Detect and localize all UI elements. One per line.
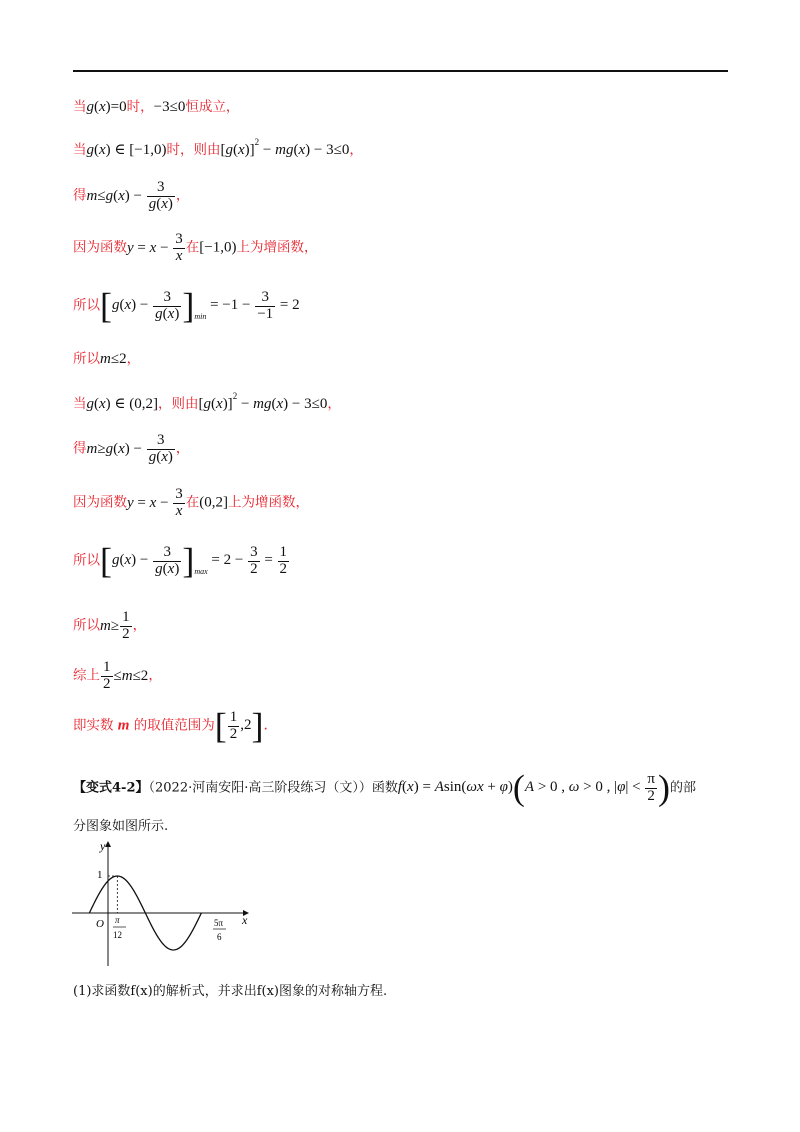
t: ，: [126, 351, 141, 367]
t: 得: [73, 440, 87, 457]
problem-line-1: [73, 770, 696, 806]
t: ，: [158, 396, 172, 412]
t: 所以: [73, 351, 100, 367]
math: m: [117, 717, 130, 734]
problem-source: （2022·河南安阳·高三阶段练习（文））: [148, 780, 372, 796]
t: ，: [349, 142, 363, 158]
math: y = x − $\frac{3}{x}$: [127, 231, 183, 264]
line-5: [73, 288, 300, 324]
t: ，: [140, 99, 154, 115]
t: 得: [73, 187, 87, 204]
function-graph: [70, 838, 260, 970]
x-label: x: [242, 913, 248, 927]
t: ，: [225, 99, 240, 115]
line-6: [73, 352, 140, 367]
line-13: [73, 708, 268, 744]
line-2: [73, 138, 363, 158]
line-8: [73, 433, 189, 466]
question-1: (1)求函数f(x)的解析式，并求出f(x)图象的对称轴方程.: [73, 984, 388, 999]
math: y = x − $\frac{3}{x}$: [127, 486, 183, 519]
t: ，: [327, 396, 341, 412]
math: m≥ $\frac{1}{2}$: [100, 609, 130, 642]
t: 因为函数: [73, 494, 127, 511]
math: g(x)=0: [86, 99, 127, 115]
t: 的部: [669, 780, 696, 796]
t: 的取值范围为: [133, 717, 215, 734]
math: [g(x) − $\frac{3}{g(x)}$ ]$_{max} = 2$ − $\frac{3}{2}$ = $\frac{1}{2}$: [100, 541, 288, 581]
t: ，: [179, 142, 194, 158]
t: ，: [175, 440, 190, 457]
t: 则由: [193, 142, 221, 158]
fivepi6-num: 5π: [214, 918, 224, 928]
t: 在: [185, 239, 200, 256]
t: 时: [166, 142, 180, 158]
math: m≤g(x) − $\frac{3}{g(x)}$: [86, 179, 173, 212]
line-9: [73, 487, 309, 520]
math: g(x) ∈ (0,2]: [86, 396, 159, 412]
math: $\frac{1}{2}$ ≤m≤2: [103, 659, 149, 692]
math: $[g(x)]^2 - mg(x) - 3\le 0$: [198, 391, 328, 412]
t: ，: [132, 617, 147, 634]
t: .: [263, 717, 268, 734]
t: ，: [148, 667, 162, 684]
math: −3≤0: [153, 99, 186, 115]
t: 所以: [73, 552, 100, 569]
t: 上为增函数: [228, 494, 296, 511]
math: (0,2]: [199, 494, 229, 511]
y-label: y: [100, 839, 106, 853]
t: 所以: [73, 617, 100, 634]
line-1: [73, 100, 239, 115]
math: g(x) ∈ [−1,0): [86, 142, 167, 158]
math: $[g(x)]^2 - mg(x) - 3\le 0$: [220, 137, 350, 158]
line-4: [73, 232, 317, 265]
math: [−1,0): [199, 239, 237, 256]
t: 即实数: [73, 717, 114, 734]
t: 在: [185, 494, 200, 511]
t: 函数: [371, 780, 398, 796]
pi12-den: 12: [113, 930, 122, 940]
line-10: [73, 543, 290, 579]
line-7: [73, 392, 341, 412]
problem-label: 【变式4-2】: [73, 780, 149, 796]
math: [g(x) − $\frac{3}{g(x)}$ ]$_{min} = -1$ − $\frac{3}{-1}$ = 2: [100, 286, 300, 326]
line-12: [73, 660, 162, 693]
t: 上为增函数: [236, 239, 304, 256]
t: 当: [73, 142, 87, 158]
t: ，: [303, 239, 318, 256]
math: [ $\frac{1}{2}$ ,2]: [214, 706, 264, 746]
fivepi6-den: 6: [217, 932, 222, 942]
math: f(x) = Asin(ωx + φ)(A > 0 , ω > 0 , |φ| < $\frac{\pi}{2}$ ): [397, 768, 670, 808]
t: 所以: [73, 297, 100, 314]
t: ，: [295, 494, 310, 511]
t: 当: [73, 396, 87, 412]
t: 恒成立: [185, 99, 226, 115]
t: ，: [175, 187, 190, 204]
problem-line-2: 分图象如图所示.: [73, 819, 169, 834]
origin-label: O: [96, 918, 104, 930]
pi12-num: π: [115, 915, 120, 925]
math: m≥g(x) − $\frac{3}{g(x)}$: [86, 432, 173, 465]
top-rule: [73, 70, 728, 72]
t: 因为函数: [73, 239, 127, 256]
t: 时: [126, 99, 141, 115]
math: m≤2: [100, 351, 127, 367]
line-11: [73, 610, 146, 643]
t: 当: [73, 99, 87, 115]
t: 则由: [171, 396, 199, 412]
t: 综上: [73, 667, 100, 684]
line-3: [73, 180, 189, 213]
y-one-label: 1: [97, 869, 103, 881]
